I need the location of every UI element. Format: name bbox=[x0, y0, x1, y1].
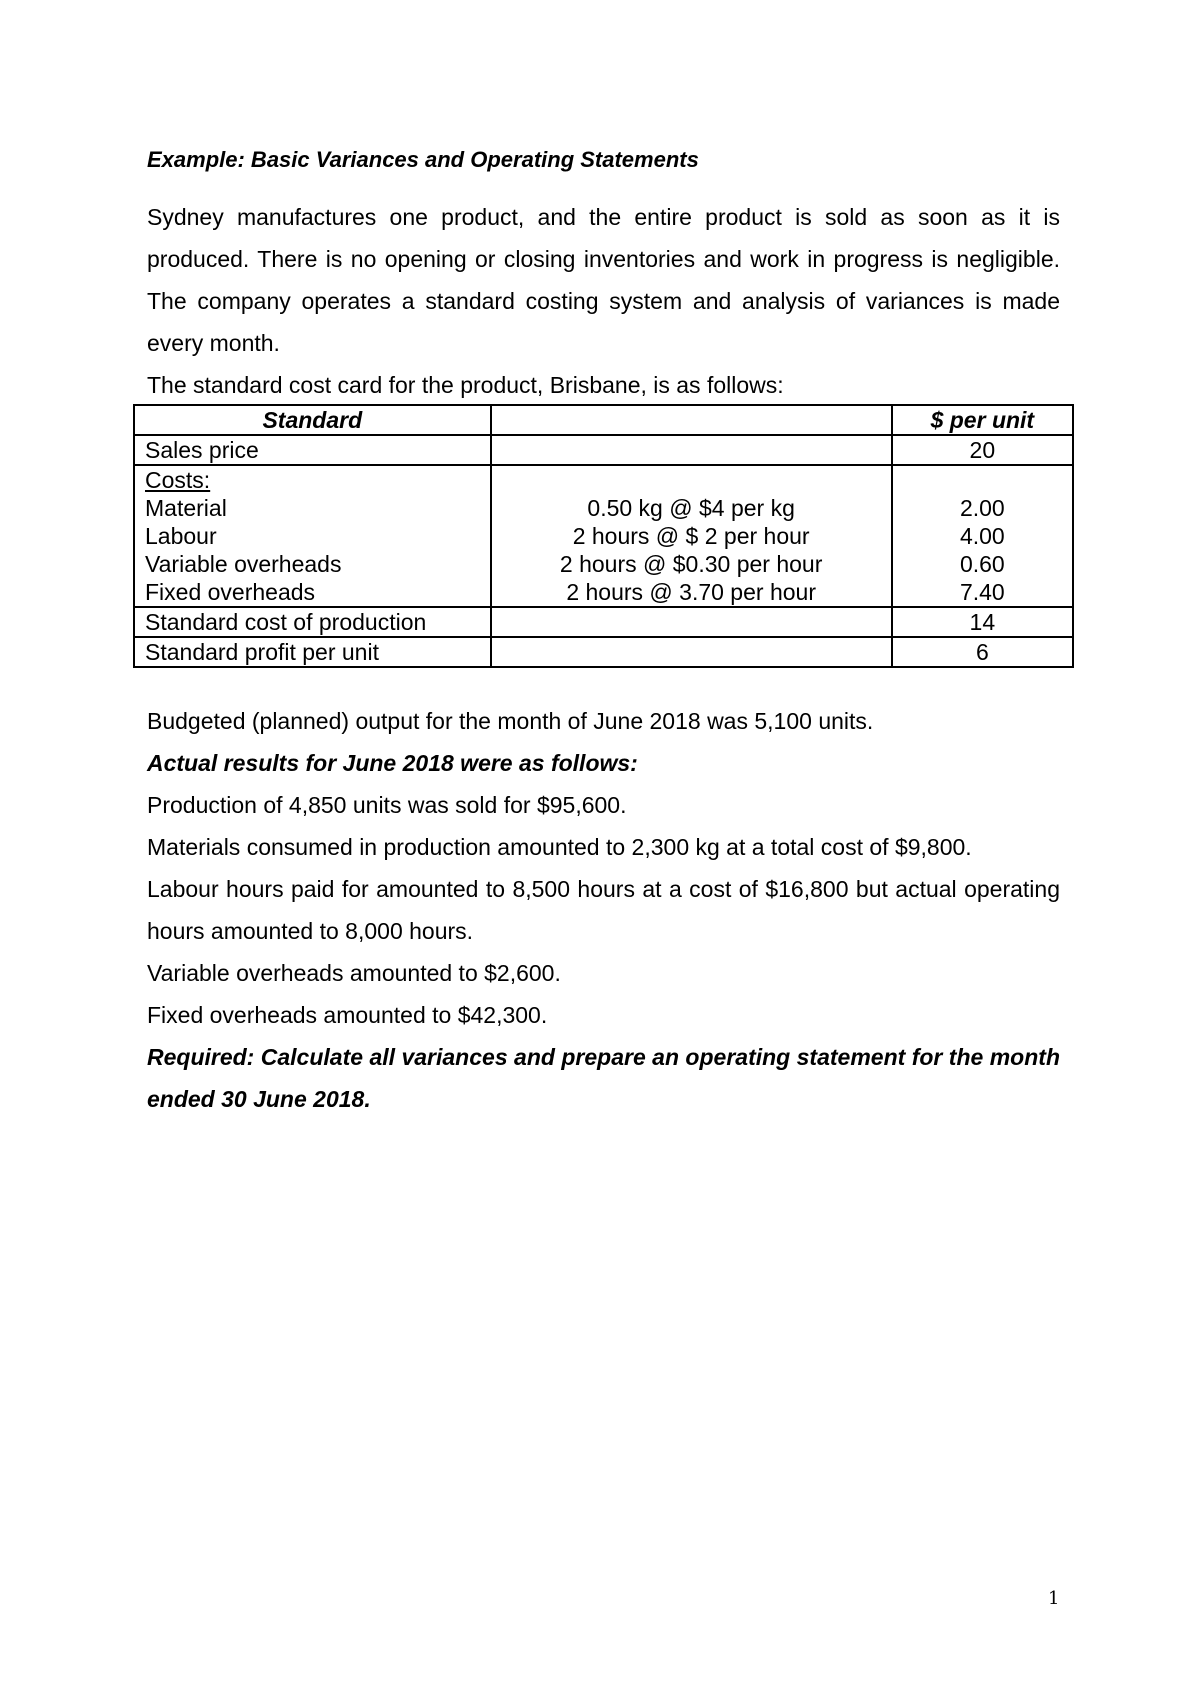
cost-card-intro: The standard cost card for the product, Brisbane, is as follows: bbox=[147, 372, 784, 398]
cost-value-labour: 4.00 bbox=[959, 523, 1005, 549]
standard-cost-card-table bbox=[133, 404, 1074, 668]
actual-results-section bbox=[147, 700, 1060, 1120]
page-title: Example: Basic Variances and Operating Statements bbox=[147, 147, 699, 172]
costs-label: Costs: bbox=[145, 467, 211, 493]
document-page bbox=[147, 140, 1060, 406]
cost-basis-fixed-overheads: 2 hours @ 3.70 per hour bbox=[566, 579, 816, 605]
cost-value-material: 2.00 bbox=[959, 495, 1005, 521]
costs-label-cell bbox=[134, 465, 491, 607]
cost-value-fixed-overheads: 7.40 bbox=[959, 579, 1005, 605]
table-row-standard-cost bbox=[134, 607, 1073, 637]
table-row-costs bbox=[134, 465, 1073, 607]
cost-label-labour: Labour bbox=[145, 523, 217, 549]
actual-results-heading: Actual results for June 2018 were as follows: bbox=[147, 750, 638, 776]
actual-item-fixed-overheads: Fixed overheads amounted to $42,300. bbox=[147, 1002, 548, 1028]
header-standard: Standard bbox=[134, 405, 491, 435]
cost-value-variable-overheads: 0.60 bbox=[959, 551, 1005, 577]
cost-basis-labour: 2 hours @ $ 2 per hour bbox=[572, 523, 810, 549]
budget-text: Budgeted (planned) output for the month of June 2018 was 5,100 units. bbox=[147, 708, 874, 734]
table-row-sales-price bbox=[134, 435, 1073, 465]
sales-price-value: 20 bbox=[892, 435, 1073, 465]
cost-basis-material: 0.50 kg @ $4 per kg bbox=[587, 495, 795, 521]
actual-item-variable-overheads: Variable overheads amounted to $2,600. bbox=[147, 960, 561, 986]
required-text: Required: Calculate all variances and prepare an operating statement for the month ended 30 June 2018. bbox=[147, 1044, 1060, 1112]
header-basis bbox=[491, 405, 892, 435]
cost-label-material: Material bbox=[145, 495, 227, 521]
standard-cost-label: Standard cost of production bbox=[134, 607, 491, 637]
table-header-row bbox=[134, 405, 1073, 435]
header-per-unit: $ per unit bbox=[892, 405, 1073, 435]
costs-basis-cell bbox=[491, 465, 892, 607]
cost-label-variable-overheads: Variable overheads bbox=[145, 551, 342, 577]
actual-item-materials: Materials consumed in production amounted to 2,300 kg at a total cost of $9,800. bbox=[147, 834, 972, 860]
standard-cost-basis bbox=[491, 607, 892, 637]
page-number: 1 bbox=[1048, 1588, 1060, 1609]
actual-item-production: Production of 4,850 units was sold for $95,600. bbox=[147, 792, 627, 818]
intro-paragraph: Sydney manufactures one product, and the entire product is sold as soon as it is produced. There is no opening or closing inventories and work in progress is negligible. The company operates a standard costing system and analysis of variances is made every month. bbox=[147, 204, 1060, 356]
costs-value-cell bbox=[892, 465, 1073, 607]
sales-price-label: Sales price bbox=[134, 435, 491, 465]
cost-label-fixed-overheads: Fixed overheads bbox=[145, 579, 316, 605]
actual-item-labour: Labour hours paid for amounted to 8,500 hours at a cost of $16,800 but actual operating hours amounted to 8,000 hours. bbox=[147, 876, 1060, 944]
cost-basis-variable-overheads: 2 hours @ $0.30 per hour bbox=[559, 551, 823, 577]
table-row-standard-profit bbox=[134, 637, 1073, 667]
standard-profit-label: Standard profit per unit bbox=[134, 637, 491, 667]
standard-profit-basis bbox=[491, 637, 892, 667]
standard-profit-value: 6 bbox=[892, 637, 1073, 667]
standard-cost-value: 14 bbox=[892, 607, 1073, 637]
sales-price-basis bbox=[491, 435, 892, 465]
